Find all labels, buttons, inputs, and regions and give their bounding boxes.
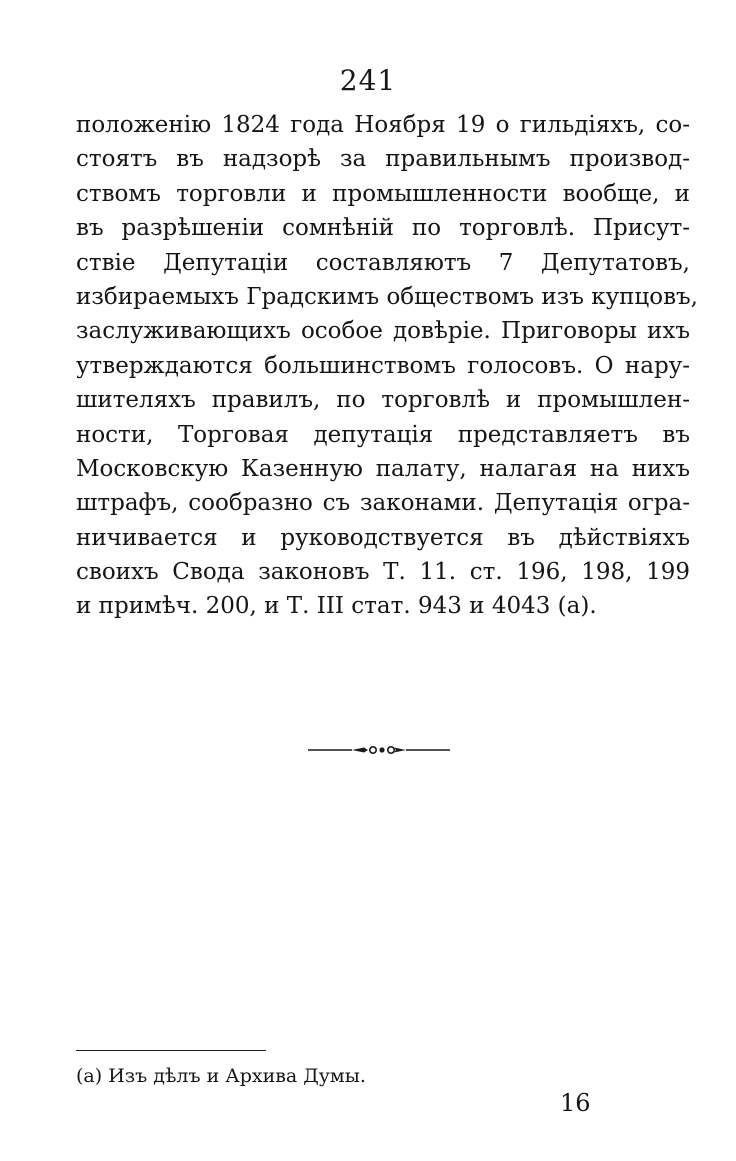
- footnote-divider: [76, 1050, 266, 1051]
- text-line: въ разрѣшеніи сомнѣній по торговлѣ. Присут-: [76, 215, 690, 242]
- text-line: избираемыхъ Градскимъ обществомъ изъ купцовъ,: [76, 283, 698, 310]
- text-line: ствомъ торговли и промышленности вообще, и: [76, 180, 690, 207]
- text-line: ничивается и руководствуется въ дѣйствіяхъ: [76, 524, 690, 551]
- text-line: положенію 1824 года Ноября 19 о гильдіяхъ, со-: [76, 112, 690, 138]
- main-text: [76, 108, 698, 624]
- text-line: своихъ Свода законовъ Т. 11. ст. 196, 198, 199: [76, 559, 690, 586]
- text-line: стоятъ въ надзорѣ за правильнымъ производ-: [76, 146, 690, 173]
- text-line: утверждаются большинствомъ голосовъ. О нару-: [76, 352, 690, 379]
- text-line: штрафъ, сообразно съ законами. Депутація огра-: [76, 490, 690, 517]
- text-line: Московскую Казенную палату, налагая на нихъ: [76, 455, 690, 482]
- text-line: и примѣч. 200, и Т. III стат. 943 и 4043 (а).: [76, 593, 597, 620]
- page-number: 241: [339, 64, 397, 97]
- footnote: (а) Изъ дѣлъ и Архива Думы.: [76, 1065, 366, 1087]
- text-line: заслуживающихъ особое довѣріе. Приговоры ихъ: [76, 318, 690, 345]
- text-line: ствіе Депутаціи составляютъ 7 Депутатовъ,: [76, 249, 690, 276]
- signature-mark: 16: [560, 1089, 591, 1117]
- text-line: шителяхъ правилъ, по торговлѣ и промышлен-: [76, 387, 690, 414]
- ornamental-divider-icon: [308, 740, 450, 760]
- text-line: ности, Торговая депутація представляетъ въ: [76, 421, 690, 448]
